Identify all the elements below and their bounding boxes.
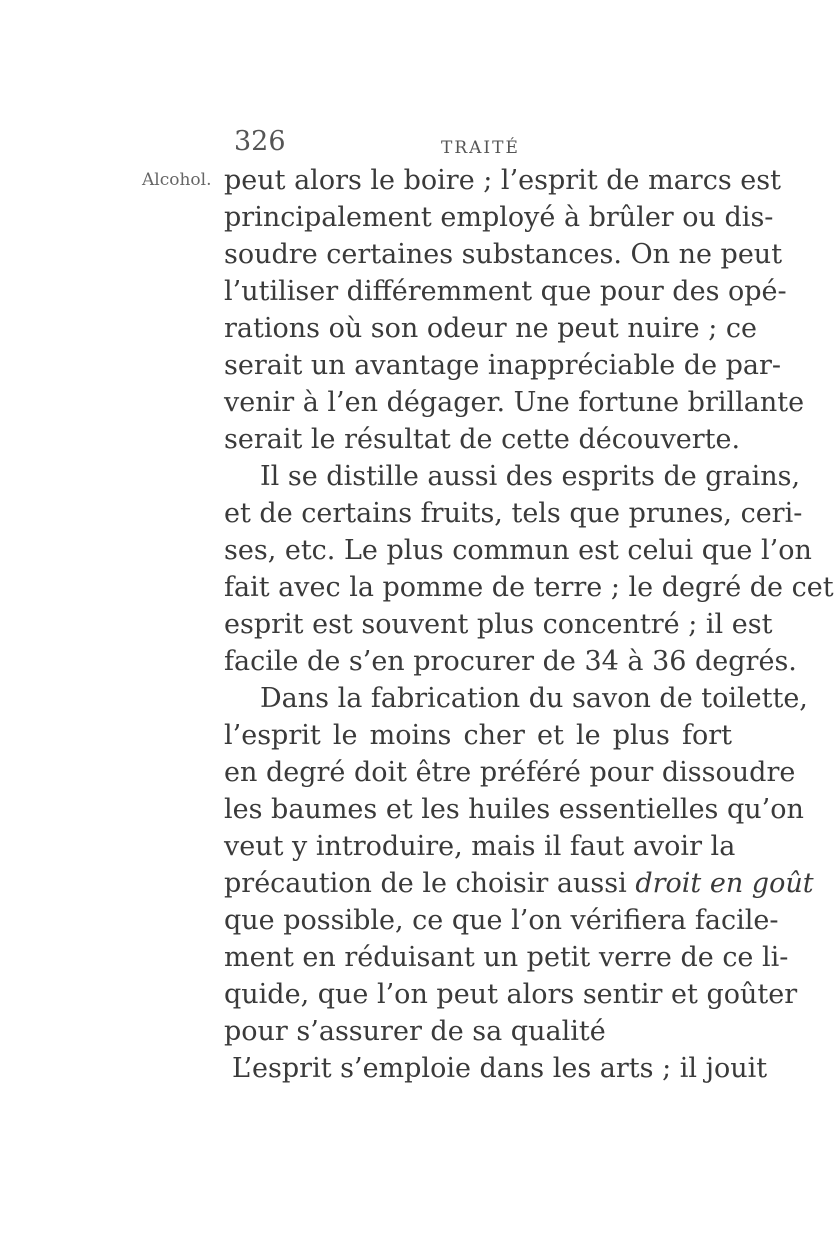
text-line: L’esprit s’emploie dans les arts ; il jouit <box>232 1053 768 1084</box>
text-line: les baumes et les huiles essentielles qu’on <box>224 794 804 825</box>
text-line: Il se distille aussi des esprits de grains, <box>260 461 801 492</box>
text-line: peut alors le boire ; l’esprit de marcs est <box>224 165 781 196</box>
text-line: venir à l’en dégager. Une fortune brillante <box>224 387 805 418</box>
text-line: principalement employé à brûler ou dis- <box>224 202 774 233</box>
text-line: esprit est souvent plus concentré ; il est <box>224 609 773 640</box>
text-line: l’utiliser différemment que pour des opé- <box>224 276 787 307</box>
text-line: soudre certaines substances. On ne peut <box>224 239 783 270</box>
text-line: facile de s’en procurer de 34 à 36 degrés. <box>224 646 797 677</box>
italic-phrase: droit en goût <box>635 868 814 899</box>
margin-note: Alcohol. <box>142 170 212 190</box>
text-line: ses, etc. Le plus commun est celui que l’on <box>224 535 812 566</box>
running-head: TRAITÉ <box>441 138 520 158</box>
text-line: veut y introduire, mais il faut avoir la <box>224 831 736 862</box>
text-line: serait le résultat de cette découverte. <box>224 424 741 455</box>
text-line: rations où son odeur ne peut nuire ; ce <box>224 313 757 344</box>
text-line: fait avec la pomme de terre ; le degré de cet <box>224 572 834 603</box>
text-line-with-italic <box>224 865 814 902</box>
text-line: pour s’assurer de sa qualité <box>224 1016 606 1047</box>
text-line: que possible, ce que l’on vérifiera facile- <box>224 905 779 936</box>
text-line: en degré doit être préféré pour dissoudre <box>224 757 796 788</box>
text-line: ment en réduisant un petit verre de ce li- <box>224 942 789 973</box>
text-line: quide, que l’on peut alors sentir et goûter <box>224 979 798 1010</box>
page-number: 326 <box>234 126 286 157</box>
text-line: et de certains fruits, tels que prunes, ceri- <box>224 498 803 529</box>
text-segment: précaution de le choisir aussi <box>224 868 627 899</box>
text-line: l’esprit le moins cher et le plus fort <box>224 720 732 751</box>
text-line: Dans la fabrication du savon de toilette, <box>260 683 808 714</box>
body-text <box>224 162 834 1087</box>
text-line: serait un avantage inappréciable de par- <box>224 350 782 381</box>
